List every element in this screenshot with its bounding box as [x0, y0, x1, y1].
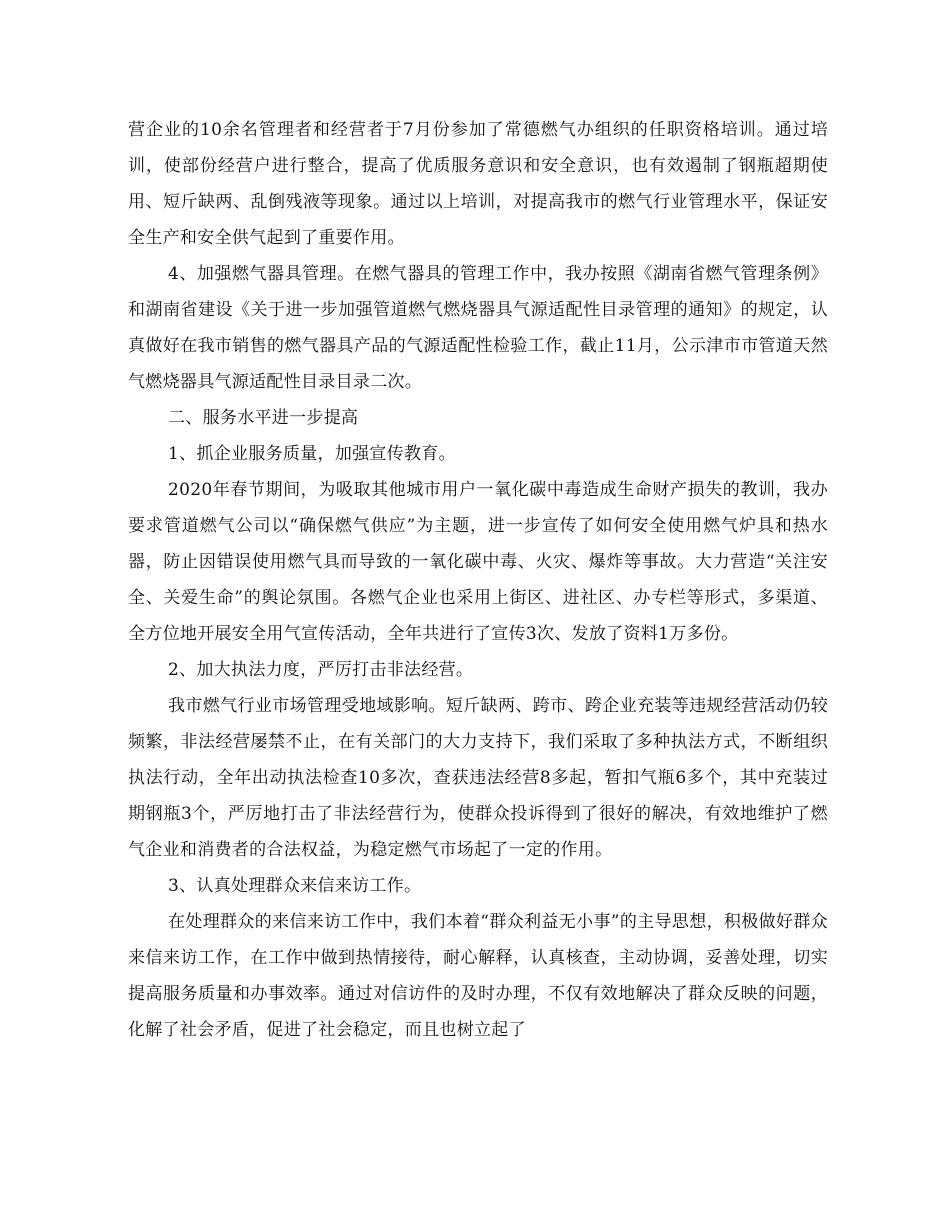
- subsection-heading-2: 2、加大执法力度，严厉打击非法经营。: [168, 660, 474, 680]
- section-heading: 二、服务水平进一步提高: [168, 408, 359, 428]
- subsection-heading-3: 3、认真处理群众来信来访工作。: [168, 876, 422, 896]
- subsection-heading-1: 1、抓企业服务质量，加强宣传教育。: [168, 444, 456, 464]
- paragraph-subsection-3: 在处理群众的来信来访工作中，我们本着“群众利益无小事”的主导思想，积极做好群众来信来访工作，在工作中做到热情接待，耐心解释，认真核查，主动协调，妥善处理，切实提高服务质量和办事效率。通过对信访件的及时办理，不仅有效地解决了群众反映的问题，化解了社会矛盾，促进了社会稳定，而且也树立起了: [128, 912, 828, 1040]
- document-body: [128, 112, 828, 1048]
- paragraph-subsection-1: 2020年春节期间，为吸取其他城市用户一氧化碳中毒造成生命财产损失的教训，我办要求管道燃气公司以“确保燃气供应”为主题，进一步宣传了如何安全使用燃气炉具和热水器，防止因错误使用燃气具而导致的一氧化碳中毒、火灾、爆炸等事故。大力营造“关注安全、关爱生命”的舆论氛围。各燃气企业也采用上街区、进社区、办专栏等形式，多渠道、全方位地开展安全用气宣传活动，全年共进行了宣传3次、发放了资料1万多份。: [128, 480, 828, 644]
- paragraph-continuation: 营企业的10余名管理者和经营者于7月份参加了常德燃气办组织的任职资格培训。通过培训，使部份经营户进行整合，提高了优质服务意识和安全意识，也有效遏制了钢瓶超期使用、短斤缺两、乱倒残液等现象。通过以上培训，对提高我市的燃气行业管理水平，保证安全生产和安全供气起到了重要作用。: [128, 120, 828, 248]
- paragraph-item-4: 4、加强燃气器具管理。在燃气器具的管理工作中，我办按照《湖南省燃气管理条例》和湖南省建设《关于进一步加强管道燃气燃烧器具气源适配性目录管理的通知》的规定，认真做好在我市销售的燃气器具产品的气源适配性检验工作，截止11月，公示津市市管道天然气燃烧器具气源适配性目录目录二次。: [128, 264, 828, 392]
- paragraph-subsection-2: 我市燃气行业市场管理受地域影响。短斤缺两、跨市、跨企业充装等违规经营活动仍较频繁，非法经营屡禁不止，在有关部门的大力支持下，我们采取了多种执法方式，不断组织执法行动，全年出动执法检查10多次，查获违法经营8多起，暂扣气瓶6多个，其中充装过期钢瓶3个，严厉地打击了非法经营行为，使群众投诉得到了很好的解决，有效地维护了燃气企业和消费者的合法权益，为稳定燃气市场起了一定的作用。: [128, 696, 828, 860]
